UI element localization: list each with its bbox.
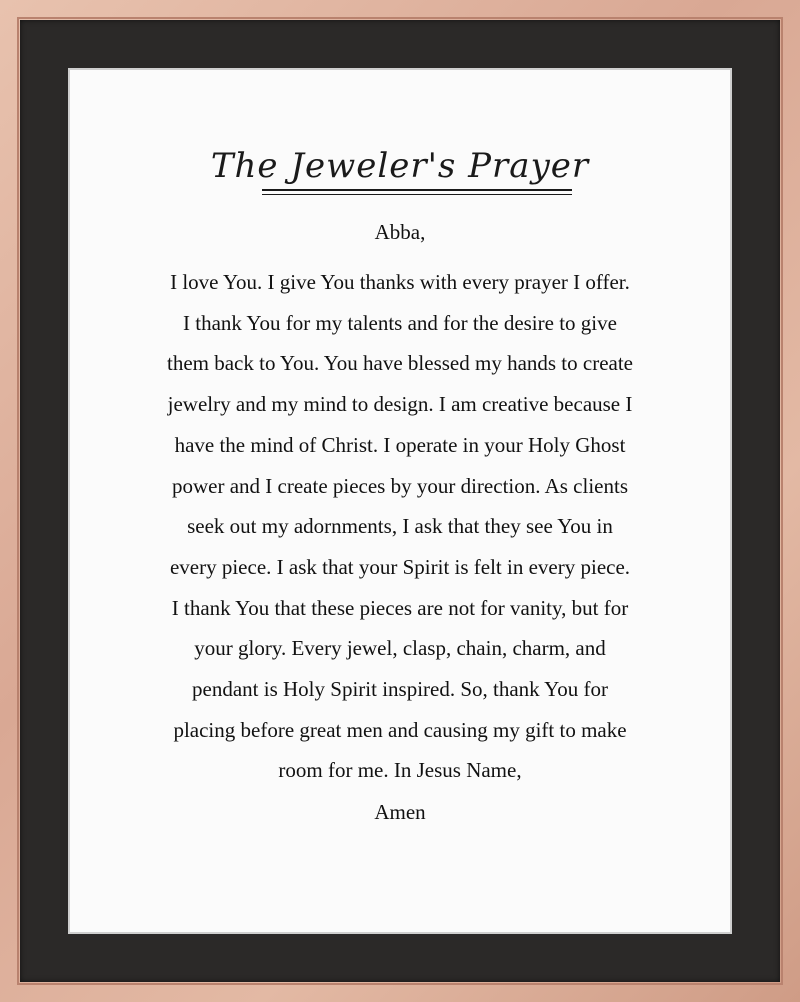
prayer-line: I love You. I give You thanks with every prayer I offer. — [170, 270, 630, 294]
prayer-line: seek out my adornments, I ask that they see You in — [187, 514, 613, 539]
prayer-line: placing before great men and causing my gift to make — [173, 717, 627, 742]
title-underline — [262, 189, 572, 191]
prayer-body — [110, 262, 690, 791]
title-underline-secondary — [262, 194, 572, 195]
prayer-line: every piece. I ask that your Spirit is felt in every piece. — [169, 554, 631, 579]
prayer-title: The Jeweler's Prayer — [210, 146, 590, 186]
prayer-line: have the mind of Christ. I operate in your Holy Ghost — [174, 432, 626, 457]
prayer-line: power and I create pieces by your direction. As clients — [171, 473, 628, 498]
prayer-line: I thank You for my talents and for the desire to give — [183, 310, 617, 335]
prayer-line: I thank You that these pieces are not for vanity, but for — [171, 595, 629, 620]
prayer-greeting: Abba, — [374, 220, 426, 244]
prayer-line: them back to You. You have blessed my hands to create — [166, 351, 634, 376]
prayer-paper — [70, 70, 730, 932]
paper-border — [68, 68, 732, 934]
prayer-line: pendant is Holy Spirit inspired. So, thank You for — [192, 677, 608, 702]
prayer-line: your glory. Every jewel, clasp, chain, charm, and — [194, 636, 606, 661]
prayer-closing: Amen — [374, 800, 426, 824]
prayer-line: jewelry and my mind to design. I am creative because I — [167, 392, 633, 417]
prayer-line: room for me. In Jesus Name, — [278, 758, 522, 783]
